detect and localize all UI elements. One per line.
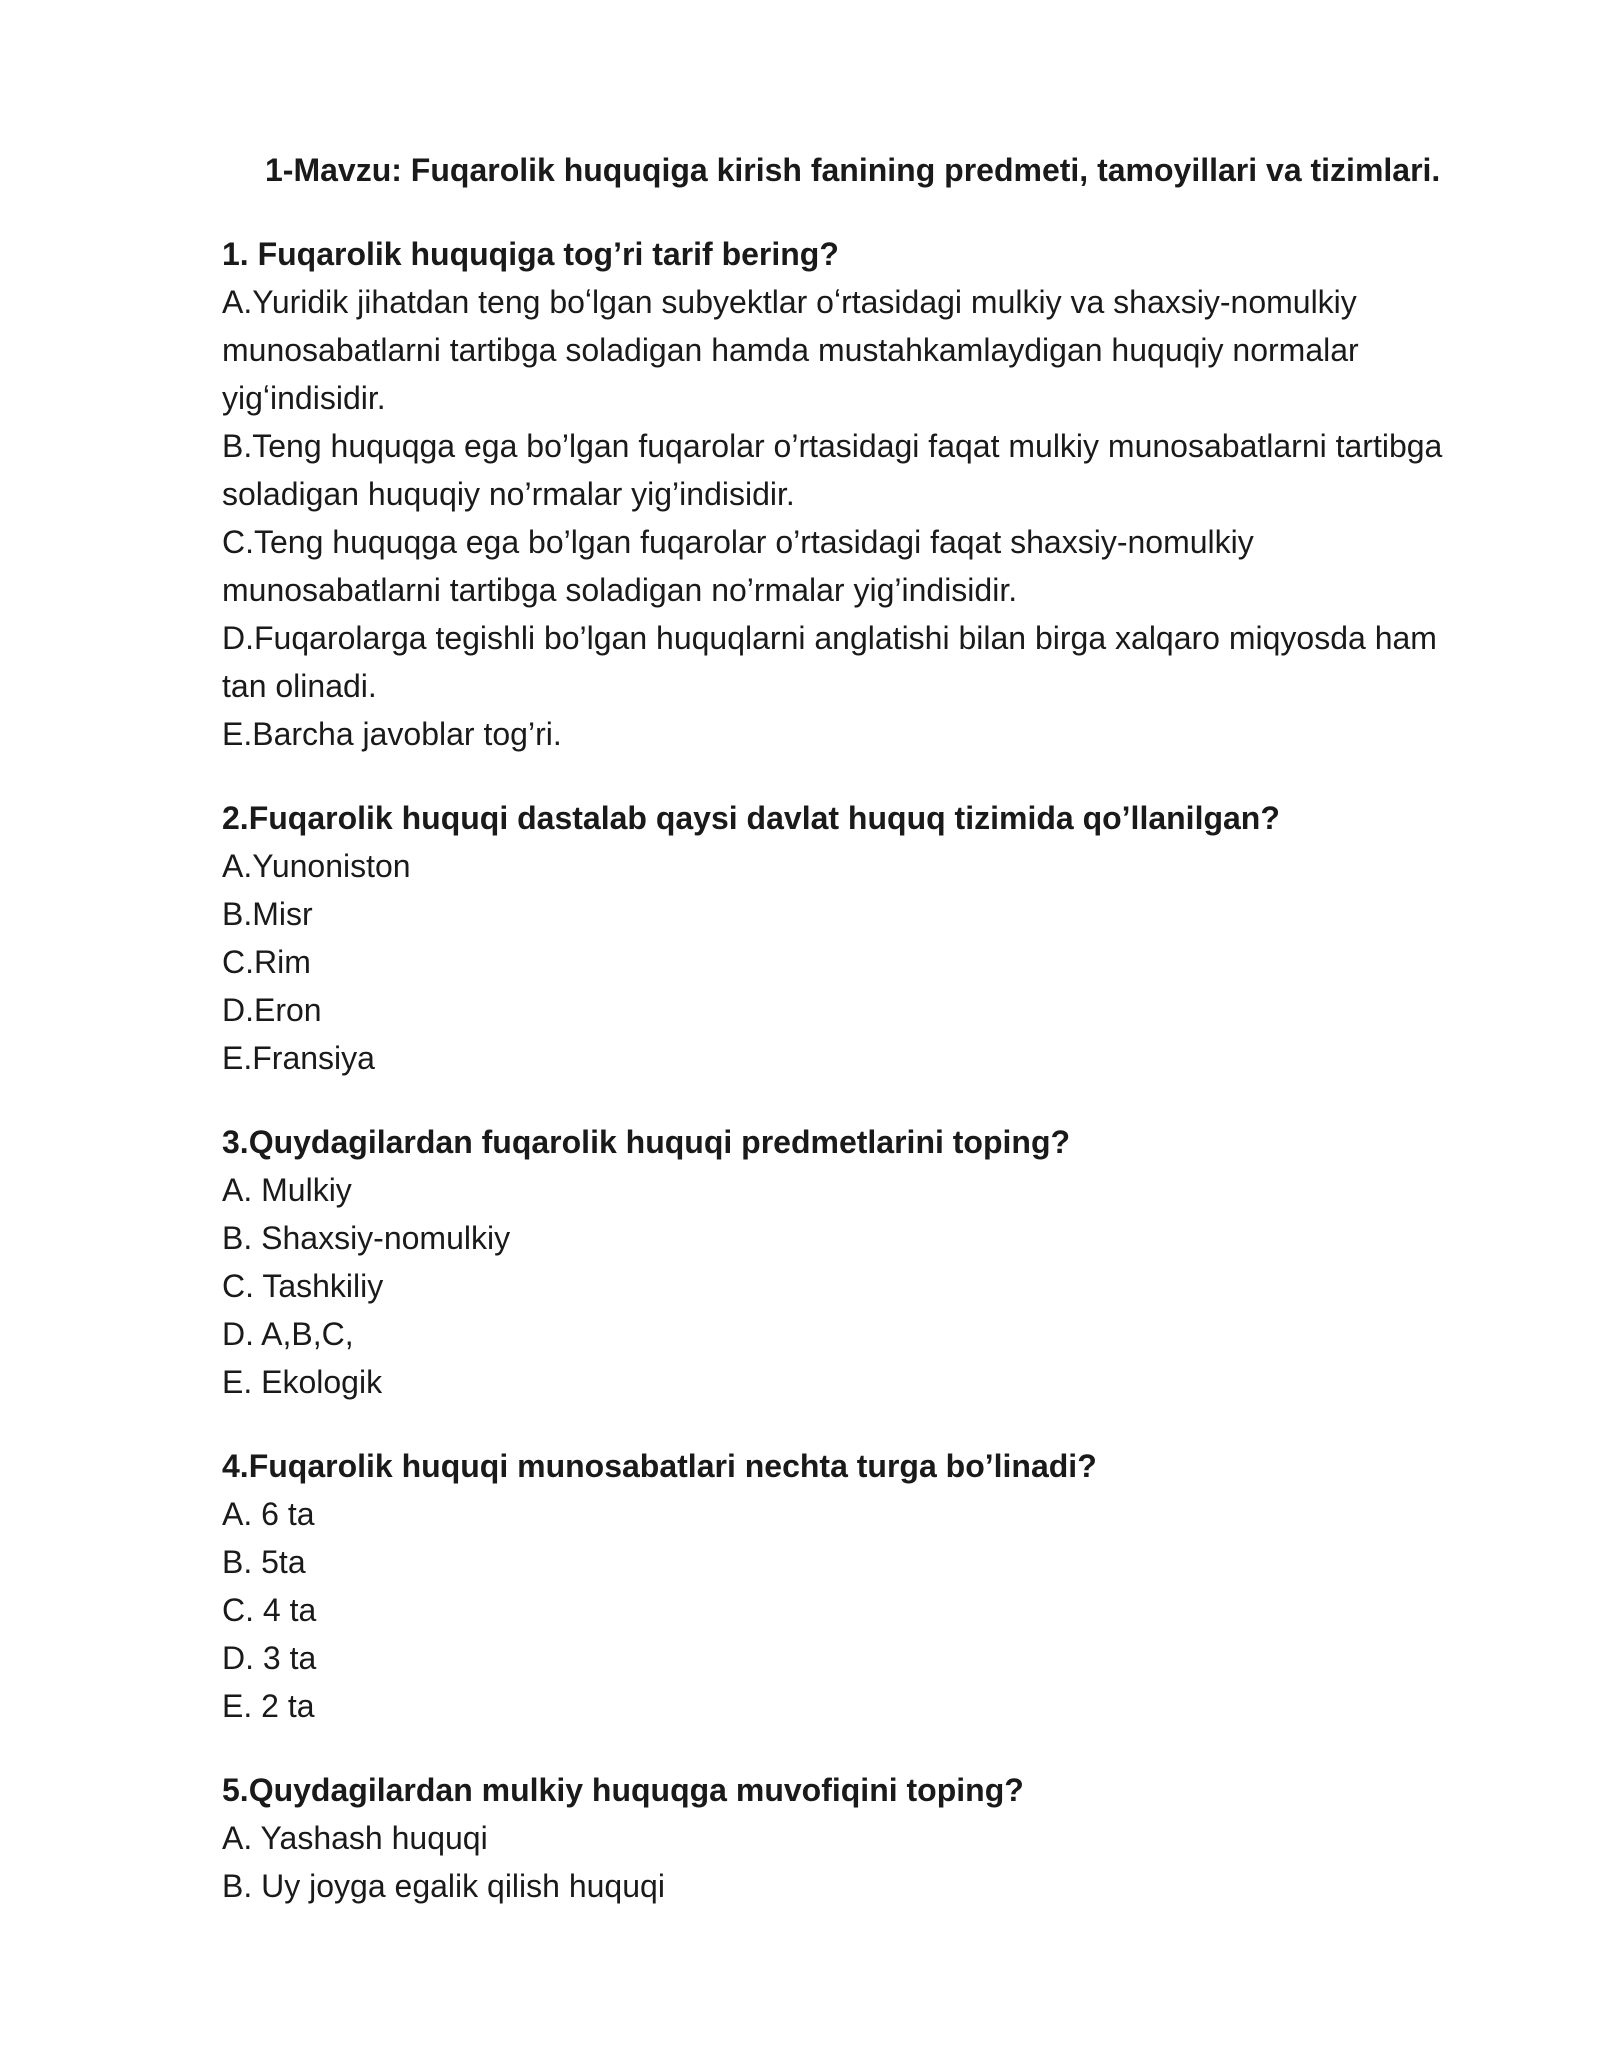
answer-option: B.Teng huquqga ega bo’lgan fuqarolar o’rtasidagi faqat mulkiy munosabatlarni tartibga soladigan huquqiy no’rmalar yig’indisidir. (222, 428, 1443, 512)
question-list (222, 230, 1472, 1946)
answer-option: E.Fransiya (222, 1040, 375, 1076)
question-text: 2.Fuqarolik huquqi dastalab qaysi davlat huquq tizimida qo’llanilgan? (222, 800, 1280, 836)
answer-option: D. 3 ta (222, 1640, 317, 1676)
answer-option: A. Yashash huquqi (222, 1820, 488, 1856)
answer-option: E. Ekologik (222, 1364, 383, 1400)
answer-option: C.Teng huquqga ega bo’lgan fuqarolar o’rtasidagi faqat shaxsiy-nomulkiy munosabatlarni tartibga soladigan no’rmalar yig’indisidir. (222, 524, 1254, 608)
question-1 (222, 230, 1472, 758)
question-5 (222, 1766, 1472, 1910)
page-title: 1-Mavzu: Fuqarolik huquqiga kirish fanining predmeti, tamoyillari va tizimlari. (265, 152, 1441, 188)
answer-option: B.Misr (222, 896, 313, 932)
answer-option: E.Barcha javoblar tog’ri. (222, 716, 562, 752)
question-2 (222, 794, 1472, 1082)
answer-option: E. 2 ta (222, 1688, 315, 1724)
answer-option: A.Yuridik jihatdan teng boʻlgan subyektlar oʻrtasidagi mulkiy va shaxsiy-nomulkiy munosabatlarni tartibga soladigan hamda mustahkamlaydigan huquqiy normalar yigʻindisidir. (222, 284, 1359, 416)
answer-option: B. Shaxsiy-nomulkiy (222, 1220, 511, 1256)
answer-option: C. 4 ta (222, 1592, 317, 1628)
question-text: 3.Quydagilardan fuqarolik huquqi predmetlarini toping? (222, 1124, 1071, 1160)
answer-option: D. A,B,C, (222, 1316, 354, 1352)
answer-option: A. 6 ta (222, 1496, 315, 1532)
answer-option: A. Mulkiy (222, 1172, 352, 1208)
question-4 (222, 1442, 1472, 1730)
question-text: 5.Quydagilardan mulkiy huquqga muvofiqini toping? (222, 1772, 1024, 1808)
answer-option: B. Uy joyga egalik qilish huquqi (222, 1868, 665, 1904)
answer-option: C.Rim (222, 944, 311, 980)
question-text: 4.Fuqarolik huquqi munosabatlari nechta turga bo’linadi? (222, 1448, 1097, 1484)
answer-option: A.Yunoniston (222, 848, 411, 884)
answer-option: D.Fuqarolarga tegishli bo’lgan huquqlarni anglatishi bilan birga xalqaro miqyosda ham tan olinadi. (222, 620, 1437, 704)
question-text: 1. Fuqarolik huquqiga tog’ri tarif bering? (222, 236, 839, 272)
answer-option: B. 5ta (222, 1544, 306, 1580)
answer-option: D.Eron (222, 992, 322, 1028)
answer-option: C. Tashkiliy (222, 1268, 384, 1304)
question-3 (222, 1118, 1472, 1406)
